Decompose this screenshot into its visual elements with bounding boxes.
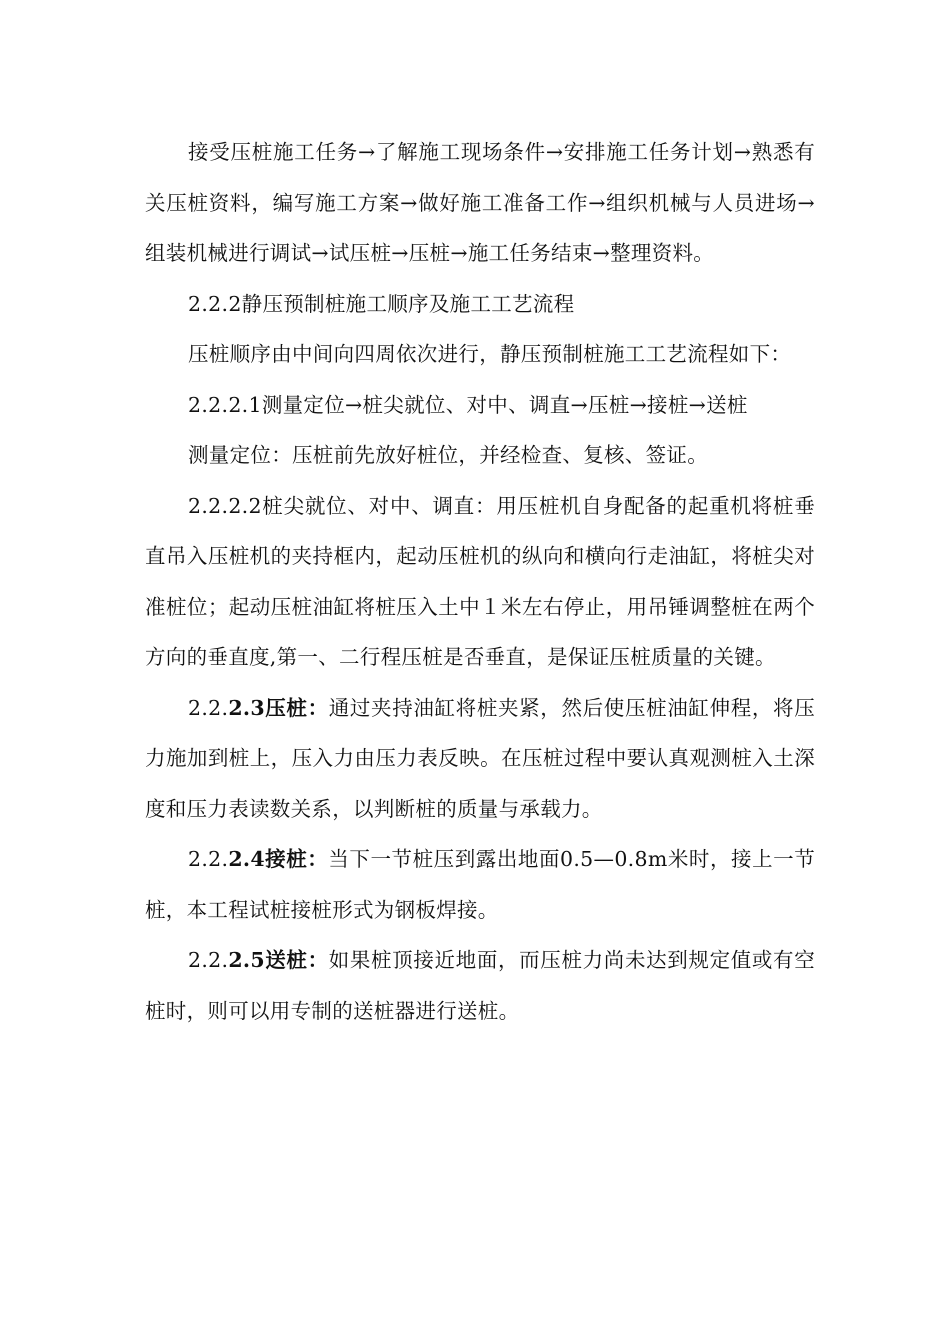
paragraph-bold-lead: 2.4接桩： [228,847,329,871]
paragraph-bold-lead: 2.3压桩： [228,695,329,720]
paragraph-text: 当下一节桩压到露出地面0.5—0.8m米时，接上一节桩，本工程试桩接桩形式为钢板焊接。 [145,847,815,922]
paragraph-pile-tip-alignment-2-2-2-2 [145,481,815,683]
paragraph-text: 通过夹持油缸将桩夹紧，然后使压桩油缸伸程，将压力施加到桩上，压入力由压力表反映。在压桩过程中要认真观测桩入土深度和压力表读数关系，以判断桩的质量与承载力。 [145,695,815,821]
paragraph-text: 如果桩顶接近地面，而压桩力尚未达到规定值或有空桩时，则可以用专制的送桩器进行送桩。 [145,948,815,1023]
paragraph-piling-sequence [145,329,815,380]
paragraph-bold-lead: 2.5送桩： [228,948,329,972]
paragraph-pile-splicing-2-2-2-4 [145,834,815,935]
paragraph-text: 2.2.2.1测量定位→桩尖就位、对中、调直→压桩→接桩→送桩 [188,392,748,417]
paragraph-pile-pressing-2-2-2-3 [145,683,815,835]
paragraph-text: 压桩顺序由中间向四周依次进行，静压预制桩施工工艺流程如下： [188,342,792,366]
paragraph-prefix: 2.2. [188,847,229,871]
paragraph-prefix: 2.2. [188,695,229,720]
paragraph-prefix: 2.2. [188,948,229,972]
document-body [145,127,815,1036]
paragraph-construction-procedure [145,127,815,279]
section-heading-2-2-2 [145,279,815,330]
paragraph-process-flow-2-2-2-1 [145,380,815,431]
paragraph-survey-positioning [145,430,815,481]
heading-text: 2.2.2静压预制桩施工顺序及施工工艺流程 [188,291,575,316]
paragraph-text: 2.2.2.2桩尖就位、对中、调直：用压桩机自身配备的起重机将桩垂直吊入压桩机的夹持框内，起动压桩机的纵向和横向行走油缸，将桩尖对准桩位；起动压桩油缸将桩压入土中１米左右停止，用吊锤调整桩在两个方向的垂直度,第一、二行程压桩是否垂直，是保证压桩质量的关键。 [145,493,815,669]
paragraph-text: 测量定位：压桩前先放好桩位，并经检查、复核、签证。 [188,443,708,467]
paragraph-text: 接受压桩施工任务→了解施工现场条件→安排施工任务计划→熟悉有关压桩资料，编写施工方案→做好施工准备工作→组织机械与人员进场→组装机械进行调试→试压桩→压桩→施工任务结束→整理资料。 [145,140,815,265]
paragraph-pile-driving-follower-2-2-2-5 [145,935,815,1036]
